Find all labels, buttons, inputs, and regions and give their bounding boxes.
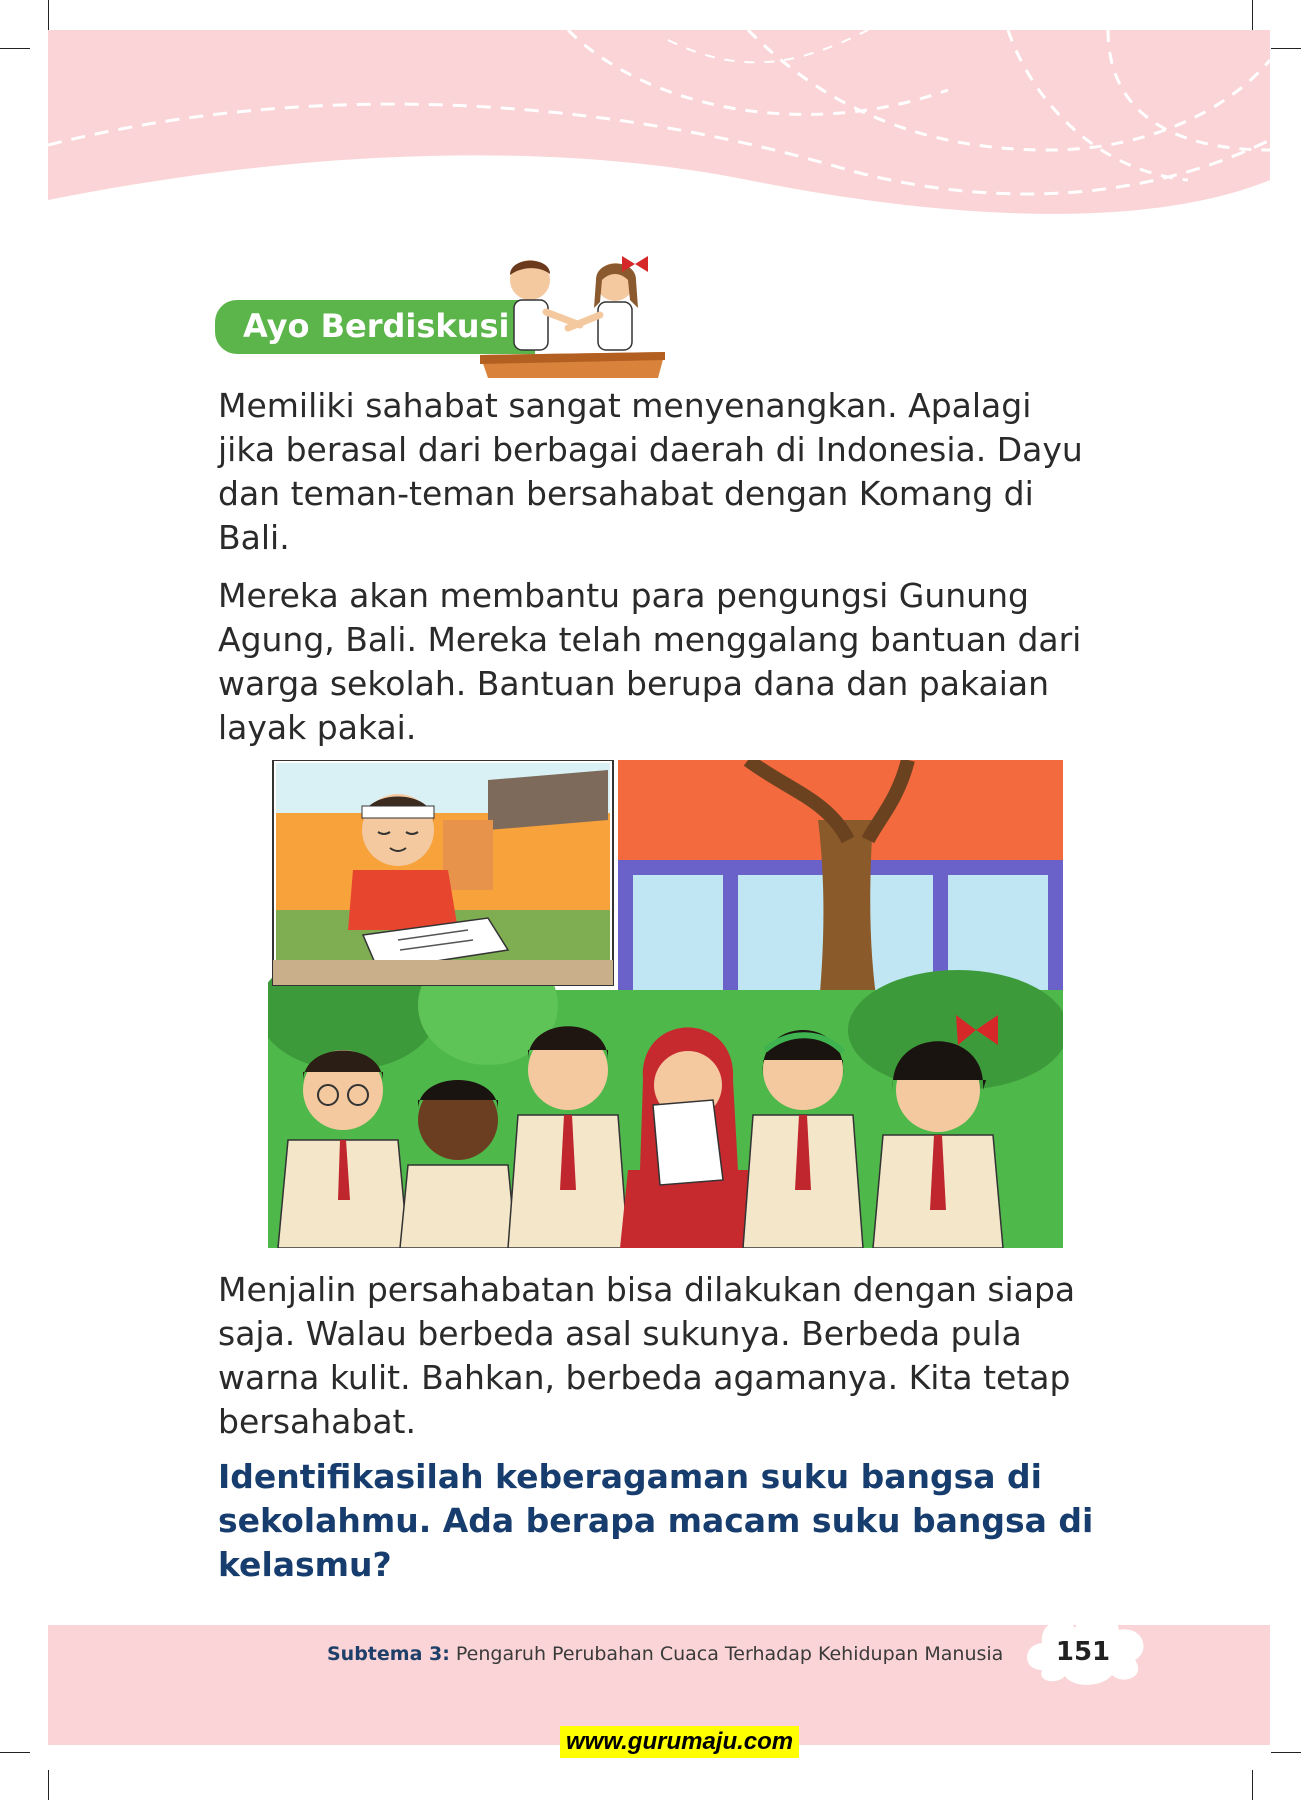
students-illustration [268, 760, 1063, 1248]
crop-mark [0, 1752, 30, 1753]
footer-subtheme [327, 1643, 1003, 1665]
crop-mark [1271, 1752, 1301, 1753]
crop-mark [1252, 0, 1253, 30]
crop-mark [1252, 1770, 1253, 1800]
paragraph-2: Mereka akan membantu para pengungsi Gunung Agung, Bali. Mereka telah menggalang bantuan dari warga sekolah. Bantuan berupa dana dan pakaian layak pakai. [218, 576, 1082, 747]
crop-mark [48, 0, 49, 30]
header-decoration [48, 30, 1270, 240]
subtheme-label: Subtema 3: [327, 1643, 450, 1665]
crop-mark [0, 48, 30, 49]
discussion-question: Identifikasilah keberagaman suku bangsa di sekolahmu. Ada berapa macam suku bangsa di kelasmu? [218, 1457, 1094, 1584]
paragraph-1: Memiliki sahabat sangat menyenangkan. Apalagi jika berasal dari berbagai daerah di Indonesia. Dayu dan teman-teman bersahabat dengan Komang di Bali. [218, 386, 1083, 557]
page-number: 151 [1055, 1637, 1111, 1667]
paragraph-3: Menjalin persahabatan bisa dilakukan dengan siapa saja. Walau berbeda asal sukunya. Berbeda pula warna kulit. Bahkan, berbeda agamanya. Kita tetap bersahabat. [218, 1270, 1076, 1441]
discussion-kids-illustration [470, 250, 670, 380]
crop-mark [1271, 48, 1301, 49]
crop-mark [48, 1770, 49, 1800]
watermark-link[interactable]: www.gurumaju.com [560, 1726, 799, 1758]
subtheme-title: Pengaruh Perubahan Cuaca Terhadap Kehidupan Manusia [455, 1643, 1004, 1665]
section-tag: Ayo Berdiskusi [215, 300, 535, 354]
